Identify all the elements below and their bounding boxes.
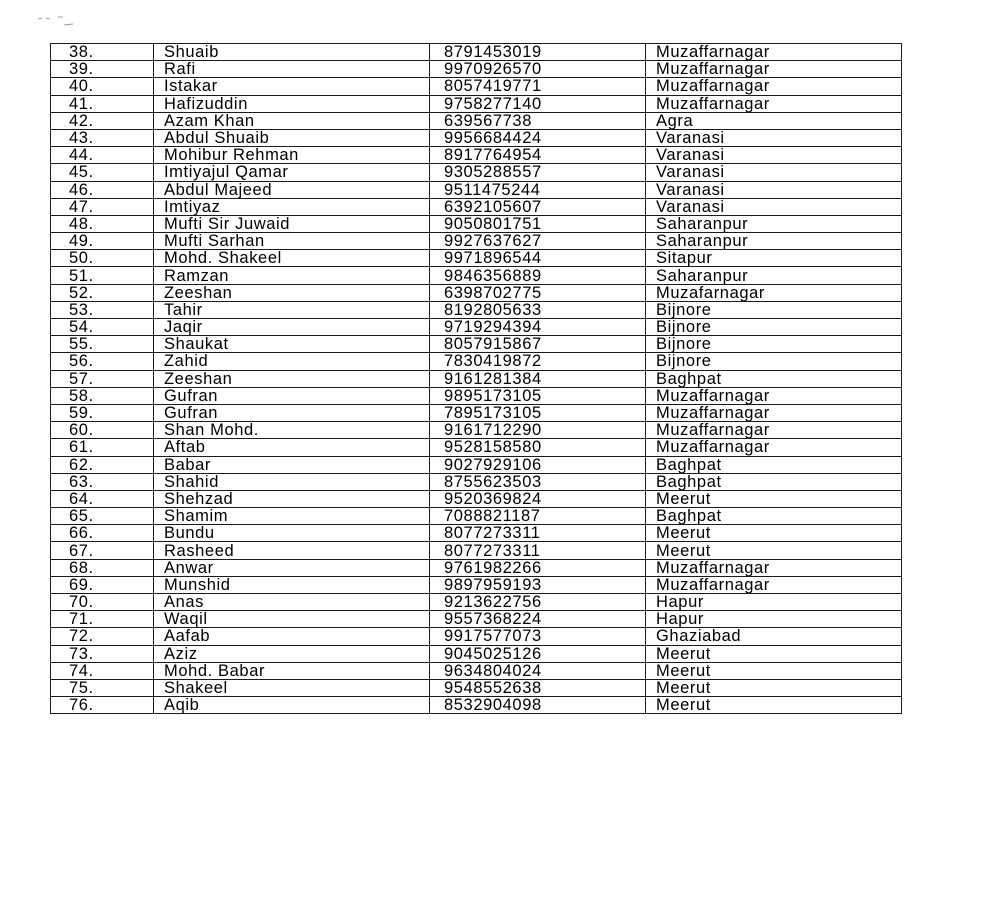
phone-number-cell: 9050801751 bbox=[430, 215, 646, 232]
phone-number-cell: 7830419872 bbox=[430, 353, 646, 370]
name-cell: Anas bbox=[154, 594, 430, 611]
serial-number-cell: 60. bbox=[51, 422, 154, 439]
table-row bbox=[51, 439, 902, 456]
serial-number-cell: 56. bbox=[51, 353, 154, 370]
table-row bbox=[51, 387, 902, 404]
phone-number-cell: 8791453019 bbox=[430, 44, 646, 61]
phone-number-cell: 8057915867 bbox=[430, 336, 646, 353]
name-cell: Imtiyajul Qamar bbox=[154, 164, 430, 181]
district-cell: Saharanpur bbox=[646, 267, 902, 284]
serial-number-cell: 72. bbox=[51, 628, 154, 645]
phone-number-cell: 9548552638 bbox=[430, 679, 646, 696]
table-row bbox=[51, 284, 902, 301]
name-cell: Hafizuddin bbox=[154, 95, 430, 112]
phone-number-cell: 9213622756 bbox=[430, 594, 646, 611]
table-row bbox=[51, 370, 902, 387]
name-cell: Zahid bbox=[154, 353, 430, 370]
phone-number-cell: 9761982266 bbox=[430, 559, 646, 576]
phone-number-cell: 6398702775 bbox=[430, 284, 646, 301]
serial-number-cell: 39. bbox=[51, 61, 154, 78]
roster-table bbox=[50, 43, 902, 714]
phone-number-cell: 9970926570 bbox=[430, 61, 646, 78]
serial-number-cell: 67. bbox=[51, 542, 154, 559]
serial-number-cell: 46. bbox=[51, 181, 154, 198]
serial-number-cell: 50. bbox=[51, 250, 154, 267]
serial-number-cell: 68. bbox=[51, 559, 154, 576]
district-cell: Meerut bbox=[646, 645, 902, 662]
name-cell: Mohd. Shakeel bbox=[154, 250, 430, 267]
table-row bbox=[51, 697, 902, 714]
serial-number-cell: 75. bbox=[51, 679, 154, 696]
district-cell: Bijnore bbox=[646, 301, 902, 318]
district-cell: Meerut bbox=[646, 662, 902, 679]
table-row bbox=[51, 353, 902, 370]
serial-number-cell: 63. bbox=[51, 473, 154, 490]
phone-number-cell: 8192805633 bbox=[430, 301, 646, 318]
name-cell: Shuaib bbox=[154, 44, 430, 61]
name-cell: Aqib bbox=[154, 697, 430, 714]
table-row bbox=[51, 645, 902, 662]
serial-number-cell: 44. bbox=[51, 147, 154, 164]
table-row bbox=[51, 147, 902, 164]
serial-number-cell: 52. bbox=[51, 284, 154, 301]
table-row bbox=[51, 456, 902, 473]
name-cell: Shakeel bbox=[154, 679, 430, 696]
serial-number-cell: 71. bbox=[51, 611, 154, 628]
district-cell: Ghaziabad bbox=[646, 628, 902, 645]
district-cell: Meerut bbox=[646, 525, 902, 542]
district-cell: Bijnore bbox=[646, 336, 902, 353]
district-cell: Muzaffarnagar bbox=[646, 95, 902, 112]
table-row bbox=[51, 233, 902, 250]
table-row bbox=[51, 44, 902, 61]
serial-number-cell: 74. bbox=[51, 662, 154, 679]
name-cell: Munshid bbox=[154, 576, 430, 593]
name-cell: Shahid bbox=[154, 473, 430, 490]
phone-number-cell: 9971896544 bbox=[430, 250, 646, 267]
district-cell: Varanasi bbox=[646, 129, 902, 146]
serial-number-cell: 55. bbox=[51, 336, 154, 353]
name-cell: Rasheed bbox=[154, 542, 430, 559]
phone-number-cell: 9557368224 bbox=[430, 611, 646, 628]
table-row bbox=[51, 628, 902, 645]
district-cell: Muzaffarnagar bbox=[646, 78, 902, 95]
table-row bbox=[51, 319, 902, 336]
name-cell: Anwar bbox=[154, 559, 430, 576]
table-row bbox=[51, 215, 902, 232]
district-cell: Muzaffarnagar bbox=[646, 559, 902, 576]
name-cell: Bundu bbox=[154, 525, 430, 542]
phone-number-cell: 9045025126 bbox=[430, 645, 646, 662]
serial-number-cell: 40. bbox=[51, 78, 154, 95]
district-cell: Meerut bbox=[646, 679, 902, 696]
name-cell: Zeeshan bbox=[154, 370, 430, 387]
name-cell: Gufran bbox=[154, 387, 430, 404]
name-cell: Aziz bbox=[154, 645, 430, 662]
district-cell: Muzafarnagar bbox=[646, 284, 902, 301]
roster-table-body bbox=[51, 44, 902, 714]
table-row bbox=[51, 611, 902, 628]
name-cell: Aftab bbox=[154, 439, 430, 456]
district-cell: Muzaffarnagar bbox=[646, 439, 902, 456]
table-row bbox=[51, 490, 902, 507]
name-cell: Gufran bbox=[154, 404, 430, 421]
table-row bbox=[51, 301, 902, 318]
table-row bbox=[51, 559, 902, 576]
phone-number-cell: 9758277140 bbox=[430, 95, 646, 112]
phone-number-cell: 8532904098 bbox=[430, 697, 646, 714]
district-cell: Agra bbox=[646, 112, 902, 129]
serial-number-cell: 64. bbox=[51, 490, 154, 507]
serial-number-cell: 69. bbox=[51, 576, 154, 593]
district-cell: Saharanpur bbox=[646, 215, 902, 232]
district-cell: Varanasi bbox=[646, 198, 902, 215]
serial-number-cell: 49. bbox=[51, 233, 154, 250]
serial-number-cell: 62. bbox=[51, 456, 154, 473]
table-row bbox=[51, 95, 902, 112]
serial-number-cell: 42. bbox=[51, 112, 154, 129]
district-cell: Muzaffarnagar bbox=[646, 404, 902, 421]
serial-number-cell: 43. bbox=[51, 129, 154, 146]
phone-number-cell: 9528158580 bbox=[430, 439, 646, 456]
table-row bbox=[51, 250, 902, 267]
phone-number-cell: 9305288557 bbox=[430, 164, 646, 181]
serial-number-cell: 45. bbox=[51, 164, 154, 181]
district-cell: Meerut bbox=[646, 490, 902, 507]
serial-number-cell: 57. bbox=[51, 370, 154, 387]
district-cell: Bijnore bbox=[646, 353, 902, 370]
name-cell: Shehzad bbox=[154, 490, 430, 507]
phone-number-cell: 9511475244 bbox=[430, 181, 646, 198]
table-row bbox=[51, 404, 902, 421]
district-cell: Muzaffarnagar bbox=[646, 61, 902, 78]
table-row bbox=[51, 508, 902, 525]
district-cell: Meerut bbox=[646, 697, 902, 714]
serial-number-cell: 47. bbox=[51, 198, 154, 215]
district-cell: Muzaffarnagar bbox=[646, 576, 902, 593]
name-cell: Azam Khan bbox=[154, 112, 430, 129]
district-cell: Hapur bbox=[646, 611, 902, 628]
serial-number-cell: 54. bbox=[51, 319, 154, 336]
district-cell: Varanasi bbox=[646, 164, 902, 181]
name-cell: Shamim bbox=[154, 508, 430, 525]
name-cell: Tahir bbox=[154, 301, 430, 318]
name-cell: Aafab bbox=[154, 628, 430, 645]
phone-number-cell: 9846356889 bbox=[430, 267, 646, 284]
phone-number-cell: 9895173105 bbox=[430, 387, 646, 404]
phone-number-cell: 9027929106 bbox=[430, 456, 646, 473]
table-row bbox=[51, 129, 902, 146]
district-cell: Baghpat bbox=[646, 456, 902, 473]
serial-number-cell: 53. bbox=[51, 301, 154, 318]
name-cell: Shaukat bbox=[154, 336, 430, 353]
serial-number-cell: 61. bbox=[51, 439, 154, 456]
serial-number-cell: 38. bbox=[51, 44, 154, 61]
district-cell: Baghpat bbox=[646, 370, 902, 387]
serial-number-cell: 51. bbox=[51, 267, 154, 284]
district-cell: Sitapur bbox=[646, 250, 902, 267]
name-cell: Zeeshan bbox=[154, 284, 430, 301]
district-cell: Baghpat bbox=[646, 473, 902, 490]
phone-number-cell: 8077273311 bbox=[430, 542, 646, 559]
serial-number-cell: 65. bbox=[51, 508, 154, 525]
phone-number-cell: 9897959193 bbox=[430, 576, 646, 593]
table-row bbox=[51, 662, 902, 679]
phone-number-cell: 8077273311 bbox=[430, 525, 646, 542]
serial-number-cell: 58. bbox=[51, 387, 154, 404]
serial-number-cell: 70. bbox=[51, 594, 154, 611]
table-row bbox=[51, 78, 902, 95]
phone-number-cell: 7895173105 bbox=[430, 404, 646, 421]
table-row bbox=[51, 181, 902, 198]
phone-number-cell: 9917577073 bbox=[430, 628, 646, 645]
phone-number-cell: 9719294394 bbox=[430, 319, 646, 336]
district-cell: Varanasi bbox=[646, 147, 902, 164]
serial-number-cell: 41. bbox=[51, 95, 154, 112]
name-cell: Mohd. Babar bbox=[154, 662, 430, 679]
table-row bbox=[51, 576, 902, 593]
name-cell: Istakar bbox=[154, 78, 430, 95]
name-cell: Babar bbox=[154, 456, 430, 473]
serial-number-cell: 73. bbox=[51, 645, 154, 662]
table-row bbox=[51, 679, 902, 696]
phone-number-cell: 9956684424 bbox=[430, 129, 646, 146]
district-cell: Varanasi bbox=[646, 181, 902, 198]
table-row bbox=[51, 267, 902, 284]
district-cell: Saharanpur bbox=[646, 233, 902, 250]
name-cell: Waqil bbox=[154, 611, 430, 628]
serial-number-cell: 76. bbox=[51, 697, 154, 714]
phone-number-cell: 9520369824 bbox=[430, 490, 646, 507]
table-row bbox=[51, 336, 902, 353]
name-cell: Ramzan bbox=[154, 267, 430, 284]
serial-number-cell: 59. bbox=[51, 404, 154, 421]
table-row bbox=[51, 112, 902, 129]
district-cell: Muzaffarnagar bbox=[646, 44, 902, 61]
name-cell: Mufti Sarhan bbox=[154, 233, 430, 250]
district-cell: Muzaffarnagar bbox=[646, 422, 902, 439]
name-cell: Imtiyaz bbox=[154, 198, 430, 215]
phone-number-cell: 6392105607 bbox=[430, 198, 646, 215]
table-row bbox=[51, 525, 902, 542]
serial-number-cell: 66. bbox=[51, 525, 154, 542]
table-row bbox=[51, 594, 902, 611]
table-row bbox=[51, 198, 902, 215]
name-cell: Rafi bbox=[154, 61, 430, 78]
table-row bbox=[51, 164, 902, 181]
district-cell: Bijnore bbox=[646, 319, 902, 336]
name-cell: Mufti Sir Juwaid bbox=[154, 215, 430, 232]
phone-number-cell: 9161281384 bbox=[430, 370, 646, 387]
phone-number-cell: 9634804024 bbox=[430, 662, 646, 679]
name-cell: Shan Mohd. bbox=[154, 422, 430, 439]
scan-artifact-mark bbox=[36, 14, 76, 28]
phone-number-cell: 9927637627 bbox=[430, 233, 646, 250]
district-cell: Hapur bbox=[646, 594, 902, 611]
district-cell: Muzaffarnagar bbox=[646, 387, 902, 404]
name-cell: Mohibur Rehman bbox=[154, 147, 430, 164]
table-row bbox=[51, 422, 902, 439]
table-row bbox=[51, 61, 902, 78]
phone-number-cell: 8057419771 bbox=[430, 78, 646, 95]
phone-number-cell: 7088821187 bbox=[430, 508, 646, 525]
table-row bbox=[51, 542, 902, 559]
district-cell: Meerut bbox=[646, 542, 902, 559]
phone-number-cell: 8755623503 bbox=[430, 473, 646, 490]
table-row bbox=[51, 473, 902, 490]
serial-number-cell: 48. bbox=[51, 215, 154, 232]
phone-number-cell: 8917764954 bbox=[430, 147, 646, 164]
name-cell: Abdul Majeed bbox=[154, 181, 430, 198]
phone-number-cell: 9161712290 bbox=[430, 422, 646, 439]
name-cell: Abdul Shuaib bbox=[154, 129, 430, 146]
name-cell: Jaqir bbox=[154, 319, 430, 336]
phone-number-cell: 639567738 bbox=[430, 112, 646, 129]
district-cell: Baghpat bbox=[646, 508, 902, 525]
